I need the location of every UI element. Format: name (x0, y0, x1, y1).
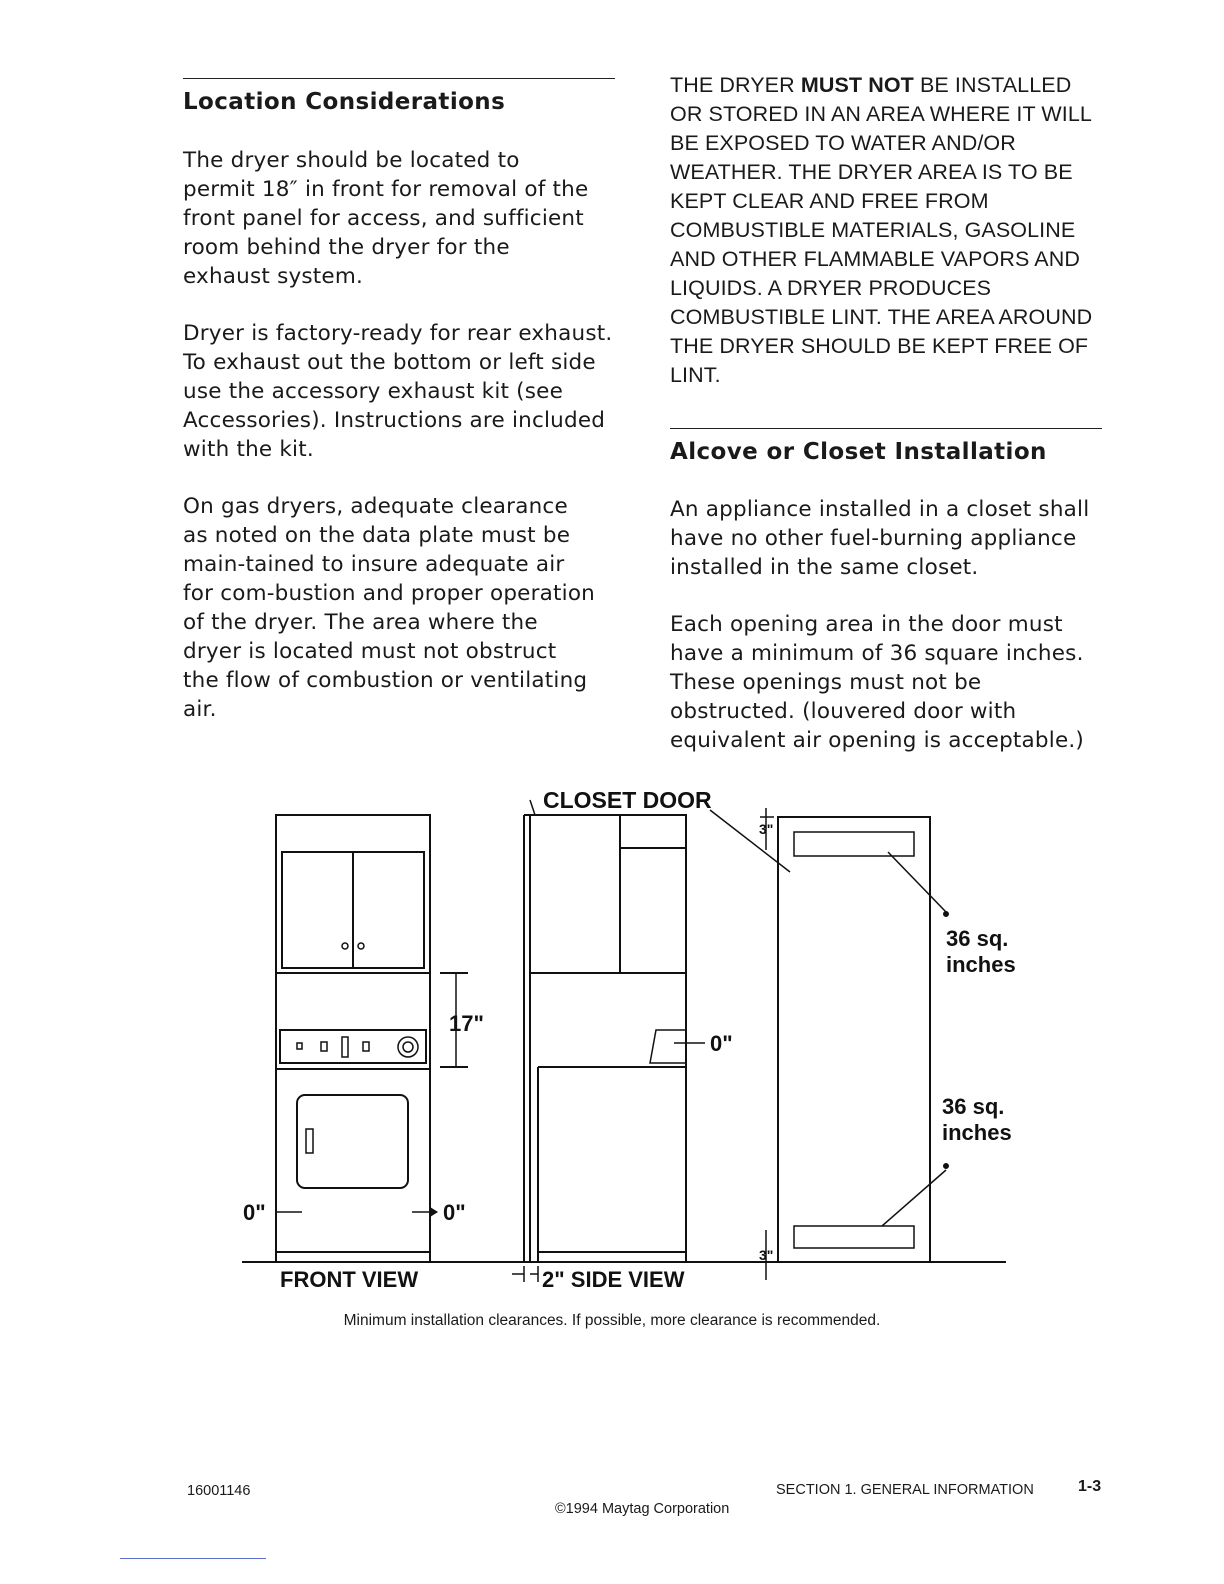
warning-paragraph (670, 71, 1100, 390)
side-view-unit (530, 815, 686, 1262)
clearance-0-left-label: 0" (243, 1200, 266, 1225)
sq-inches-bottom-line2: inches (942, 1120, 1012, 1145)
closet-door-panel (710, 810, 948, 1262)
sq-inches-top-line1: 36 sq. (946, 926, 1009, 951)
footer-page-number: 1-3 (1078, 1478, 1102, 1495)
closet-door-label: CLOSET DOOR (543, 787, 712, 813)
dimension-0-right (412, 1207, 438, 1217)
warning-pre: THE DRYER (670, 73, 801, 97)
dimension-2-side (512, 1266, 538, 1282)
front-view-unit (276, 815, 430, 1262)
clearance-17-label: 17" (449, 1011, 484, 1036)
clearance-3-top-label: 3" (759, 821, 774, 837)
footer-section: SECTION 1. GENERAL INFORMATION (776, 1482, 1034, 1498)
warning-post: BE INSTALLED OR STORED IN AN AREA WHERE IT WILL BE EXPOSED TO WATER AND/OR WEATHER. THE DRYER AREA IS TO BE KEPT CLEAR AND FREE FROM COMBUSTIBLE MATERIALS, GASOLINE AND OTHER FLAMMABLE VAPORS AND LIQUIDS. A DRYER PRODUCES COMBUSTIBLE LINT. THE AREA AROUND THE DRYER SHOULD BE KEPT FREE OF LINT. (670, 73, 1093, 387)
paragraph-closet-appliance: An appliance installed in a closet shall have no other fuel-burning appliance installed in the same closet. (670, 497, 1090, 580)
section-heading-location: Location Considerations (183, 89, 506, 115)
clearance-0-right-label: 0" (443, 1200, 466, 1225)
section-heading-alcove: Alcove or Closet Installation (670, 439, 1047, 465)
paragraph-exhaust: Dryer is factory-ready for rear exhaust. To exhaust out the bottom or left side use the accessory exhaust kit (see Accessories). Instructions are included with the kit. (183, 321, 613, 462)
footer-copyright: ©1994 Maytag Corporation (555, 1501, 730, 1517)
footer-part-number: 16001146 (187, 1483, 251, 1499)
side-view-wall (524, 800, 535, 1262)
clearance-figure (230, 780, 1020, 1300)
front-view-label: FRONT VIEW (280, 1267, 419, 1292)
paragraph-door-openings: Each opening area in the door must have a minimum of 36 square inches. These openings must not be obstructed. (louvered door with equivalent air opening is acceptable.) (670, 612, 1085, 753)
figure-caption: Minimum installation clearances. If possible, more clearance is recommended. (343, 1312, 881, 1329)
clearance-3-bottom-label: 3" (759, 1247, 774, 1263)
clearance-0-side-label: 0" (710, 1031, 733, 1056)
section-rule (670, 428, 1102, 429)
paragraph-gas-dryers: On gas dryers, adequate clearance as noted on the data plate must be main-tained to insure adequate air for com-bustion and proper operation of the dryer. The area where the dryer is located must not obstruct the flow of combustion or ventilating air. (183, 494, 595, 722)
warning-emphasis: MUST NOT (800, 73, 914, 97)
right-column (670, 71, 1110, 755)
sq-inches-top-line2: inches (946, 952, 1016, 977)
left-column (183, 78, 615, 724)
sq-inches-bottom-line1: 36 sq. (942, 1094, 1005, 1119)
footer-rule (120, 1558, 266, 1559)
section-rule (183, 78, 615, 79)
paragraph-location-front-clearance: The dryer should be located to permit 18″ in front for removal of the front panel for access, and sufficient room behind the dryer for the exhaust system. (183, 148, 589, 289)
side-view-label: 2" SIDE VIEW (542, 1267, 685, 1292)
